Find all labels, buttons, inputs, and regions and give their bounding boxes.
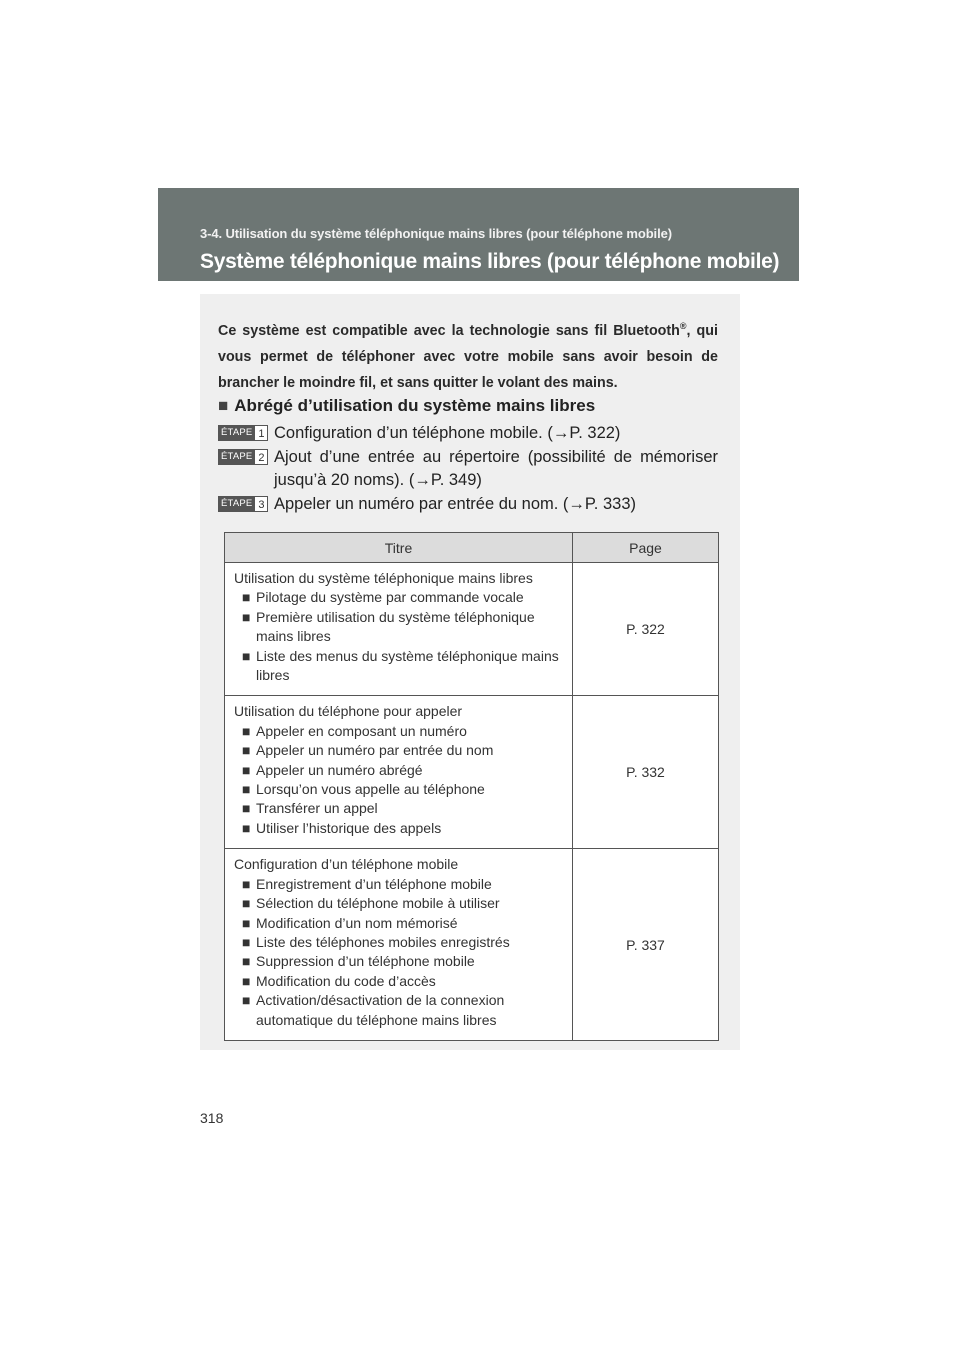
list-item (234, 761, 562, 780)
list-item-text: Utiliser l’historique des appels (256, 819, 442, 836)
summary-heading (218, 396, 595, 416)
list-item (234, 741, 562, 760)
list-item-text: Lorsqu’on vous appelle au téléphone (256, 781, 485, 798)
list-item-text: Appeler en composant un numéro (256, 722, 467, 739)
topic-title: Configuration d’un téléphone mobile (234, 856, 459, 873)
topic-title: Utilisation du téléphone pour appeler (234, 703, 463, 720)
step-badge (218, 425, 270, 441)
list-item (234, 972, 562, 991)
step-badge-label: ÉTAPE (218, 496, 255, 512)
list-item (234, 722, 562, 741)
square-bullet-icon: ■ (242, 933, 251, 950)
list-item-text: Sélection du téléphone mobile à utiliser (256, 895, 500, 912)
list-item (234, 952, 562, 971)
square-bullet-icon: ■ (242, 819, 251, 836)
square-bullet-icon: ■ (242, 992, 251, 1009)
step-text: Appeler un numéro par entrée du nom. (→P. 333) (274, 495, 636, 513)
table-row (225, 563, 719, 696)
step-item (218, 493, 718, 516)
square-bullet-icon: ■ (242, 972, 251, 989)
list-item (234, 914, 562, 933)
list-item-text: Activation/désactivation de la connexion automatique du téléphone mains libres (256, 992, 505, 1028)
list-item-text: Liste des menus du système téléphonique mains libres (256, 647, 559, 684)
step-list (218, 422, 718, 517)
list-item (234, 588, 562, 607)
chapter-header (158, 188, 799, 281)
list-item (234, 799, 562, 818)
topic-cell (225, 563, 573, 696)
page-number: 318 (200, 1110, 224, 1126)
intro-text-continued: , qui vous permet de téléphoner avec votre mobile sans avoir besoin de brancher le moindre fil, et sans quitter le volant des mains. (218, 323, 718, 391)
square-bullet-icon: ■ (242, 800, 251, 817)
step-text: Ajout d’une entrée au répertoire (possibilité de mémoriser (274, 448, 718, 466)
section-label: 3-4. Utilisation du système téléphonique mains libres (pour téléphone mobile) (200, 226, 672, 241)
step-badge (218, 449, 270, 465)
list-item-text: Modification d’un nom mémorisé (256, 914, 458, 931)
square-bullet-icon: ■ (242, 742, 251, 759)
topic-cell (225, 849, 573, 1041)
table-row (225, 849, 719, 1041)
table-header-row (225, 533, 719, 563)
list-item (234, 933, 562, 952)
step-badge-number: 2 (255, 449, 268, 465)
square-bullet-icon: ■ (242, 722, 251, 739)
table-row (225, 696, 719, 849)
square-bullet-icon: ■ (242, 781, 251, 798)
list-item-text: Modification du code d’accès (256, 972, 436, 989)
topic-index-table (224, 532, 719, 1041)
summary-heading-text: Abrégé d’utilisation du système mains libres (234, 396, 596, 415)
intro-text: Ce système est compatible avec la technologie sans fil Bluetooth (218, 323, 680, 339)
column-header-title: Titre (225, 533, 573, 563)
step-badge-number: 1 (255, 425, 268, 441)
list-item (234, 875, 562, 894)
list-item-text: Enregistrement d’un téléphone mobile (256, 875, 492, 892)
list-item-text: Première utilisation du système téléphonique mains libres (256, 608, 535, 645)
square-bullet-icon: ■ (218, 396, 229, 415)
list-item-text: Appeler un numéro par entrée du nom (256, 742, 494, 759)
list-item (234, 647, 562, 686)
list-item-text: Transférer un appel (256, 800, 378, 817)
square-bullet-icon: ■ (242, 914, 251, 931)
list-item-text: Suppression d’un téléphone mobile (256, 953, 475, 970)
step-text-continued: jusqu’à 20 noms). (→P. 349) (274, 471, 482, 489)
step-badge-label: ÉTAPE (218, 425, 255, 441)
intro-paragraph (218, 318, 718, 396)
step-text: Configuration d’un téléphone mobile. (→P. 322) (274, 424, 621, 442)
square-bullet-icon: ■ (242, 647, 251, 664)
list-item (234, 608, 562, 647)
page-reference: P. 322 (573, 563, 719, 696)
step-badge (218, 496, 270, 512)
list-item (234, 819, 562, 838)
registered-mark: ® (679, 321, 687, 332)
topic-cell (225, 696, 573, 849)
square-bullet-icon: ■ (242, 589, 251, 606)
table-body (225, 563, 719, 1041)
page-reference: P. 337 (573, 849, 719, 1041)
list-item (234, 991, 562, 1030)
step-badge-label: ÉTAPE (218, 449, 255, 465)
step-badge-number: 3 (255, 496, 268, 512)
list-item-text: Liste des téléphones mobiles enregistrés (256, 933, 510, 950)
content-panel (200, 294, 740, 1050)
square-bullet-icon: ■ (242, 875, 251, 892)
list-item-text: Appeler un numéro abrégé (256, 761, 423, 778)
step-item (218, 446, 718, 492)
topic-title: Utilisation du système téléphonique mains libres (234, 570, 533, 586)
column-header-page: Page (573, 533, 719, 563)
square-bullet-icon: ■ (242, 895, 251, 912)
list-item (234, 780, 562, 799)
step-item (218, 422, 718, 445)
page-title: Système téléphonique mains libres (pour téléphone mobile) (200, 250, 780, 273)
square-bullet-icon: ■ (242, 953, 251, 970)
square-bullet-icon: ■ (242, 608, 251, 625)
square-bullet-icon: ■ (242, 761, 251, 778)
list-item (234, 894, 562, 913)
page-reference: P. 332 (573, 696, 719, 849)
list-item-text: Pilotage du système par commande vocale (256, 589, 524, 606)
